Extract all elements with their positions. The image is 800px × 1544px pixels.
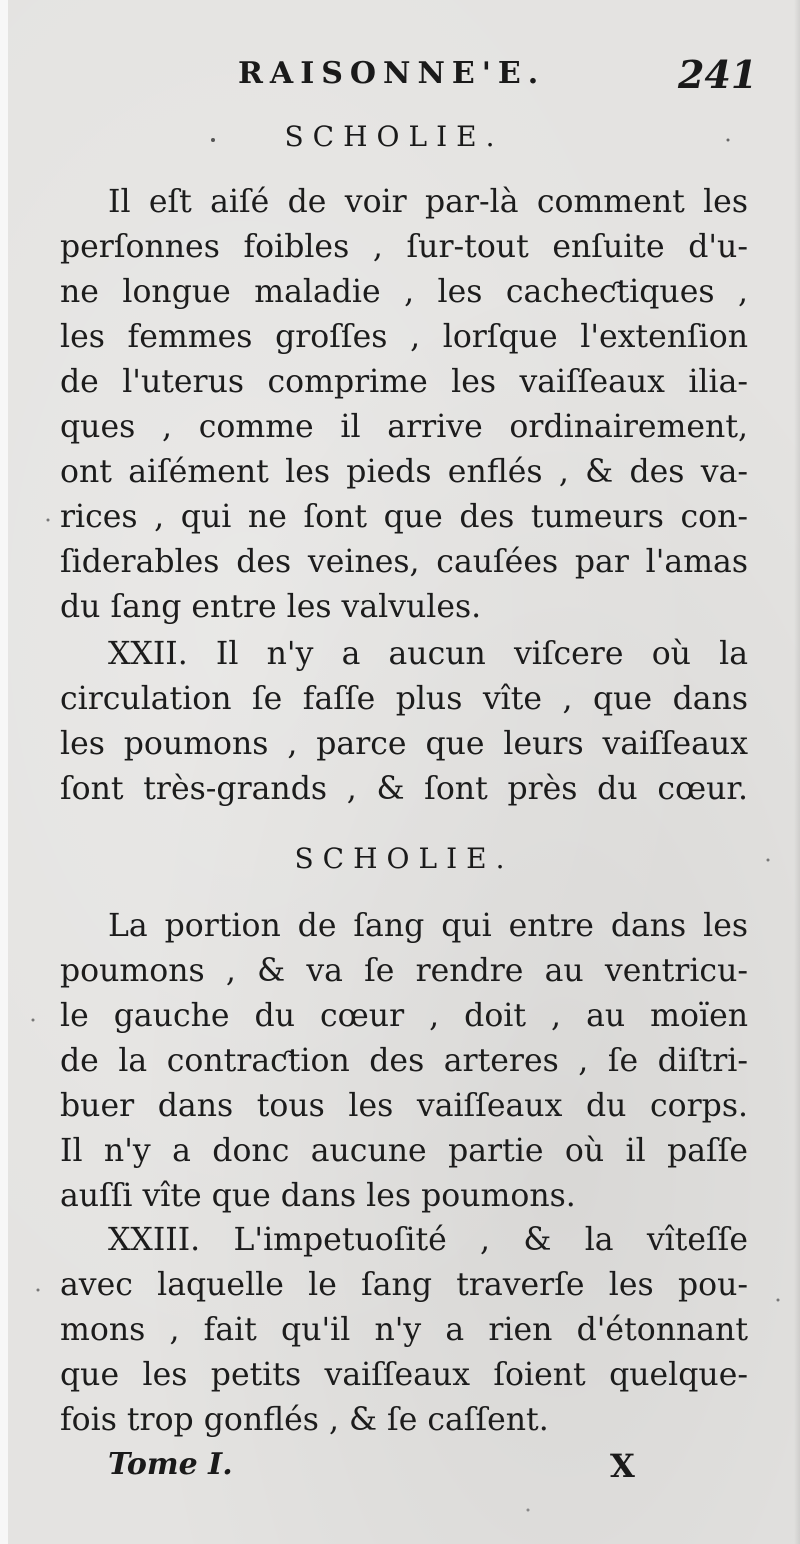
page-number: 241 xyxy=(678,52,758,97)
text-line: ques , comme il arrive ordinairement, xyxy=(60,409,748,445)
running-head xyxy=(8,52,800,102)
text-line: Il eſt aiſé de voir par-là comment les xyxy=(108,184,748,220)
text-line: que les petits vaiſſeaux ſoient quelque- xyxy=(60,1357,748,1393)
signature-mark: X xyxy=(610,1447,635,1485)
text-line: de la contraƈtion des arteres , ſe diſtri- xyxy=(60,1043,748,1079)
text-line: du ſang entre les valvules. xyxy=(60,589,482,625)
text-line: rices , qui ne ſont que des tumeurs con- xyxy=(60,499,748,535)
section-heading-scholie-1: SCHOLIE. xyxy=(284,120,504,153)
running-title: RAISONNE'E. xyxy=(238,56,546,91)
text-line: avec laquelle le ſang traverſe les pou- xyxy=(60,1267,748,1303)
text-line: poumons , & va ſe rendre au ventricu- xyxy=(60,953,748,989)
text-line: les femmes groſſes , lorſque l'extenſion xyxy=(60,319,748,355)
text-line: auſſi vîte que dans les poumons. xyxy=(60,1178,576,1214)
paragraph-scholie-2 xyxy=(60,904,748,1219)
text-line: La portion de ſang qui entre dans les xyxy=(108,908,748,944)
volume-label: Tome I. xyxy=(108,1447,233,1482)
paragraph-xxii xyxy=(60,632,748,812)
book-page xyxy=(8,0,800,1544)
text-line: les poumons , parce que leurs vaiſſeaux xyxy=(60,726,748,762)
text-line: circulation ſe faſſe plus vîte , que dans xyxy=(60,681,748,717)
paragraph-xxiii xyxy=(60,1218,748,1443)
page-footer xyxy=(8,1447,800,1497)
text-line: buer dans tous les vaiſſeaux du corps. xyxy=(60,1088,748,1124)
text-line: de l'uterus comprime les vaiſſeaux ilia- xyxy=(60,364,748,400)
text-line: XXII. Il n'y a aucun viſcere où la xyxy=(108,636,748,672)
section-heading-scholie-2: SCHOLIE. xyxy=(294,842,514,875)
text-line: mons , fait qu'il n'y a rien d'étonnant xyxy=(60,1312,748,1348)
scan-left-margin xyxy=(0,0,8,1544)
text-line: le gauche du cœur , doit , au moïen xyxy=(60,998,748,1034)
text-line: ſont très-grands , & ſont près du cœur. xyxy=(60,771,748,807)
page-edge-shadow xyxy=(794,0,800,1544)
text-line: fois trop gonflés , & ſe caſſent. xyxy=(60,1402,549,1438)
text-line: ſiderables des veines, cauſées par l'amas xyxy=(60,544,748,580)
text-line: ont aiſément les pieds enflés , & des va- xyxy=(60,454,748,490)
text-line: Il n'y a donc aucune partie où il paſſe xyxy=(60,1133,748,1169)
text-line: perſonnes foibles , ſur-tout enſuite d'u- xyxy=(60,229,748,265)
paragraph-scholie-1 xyxy=(60,180,748,630)
text-line: ne longue maladie , les cacheƈtiques , xyxy=(60,274,748,310)
text-line: XXIII. L'impetuoſité , & la vîteſſe xyxy=(108,1222,748,1258)
